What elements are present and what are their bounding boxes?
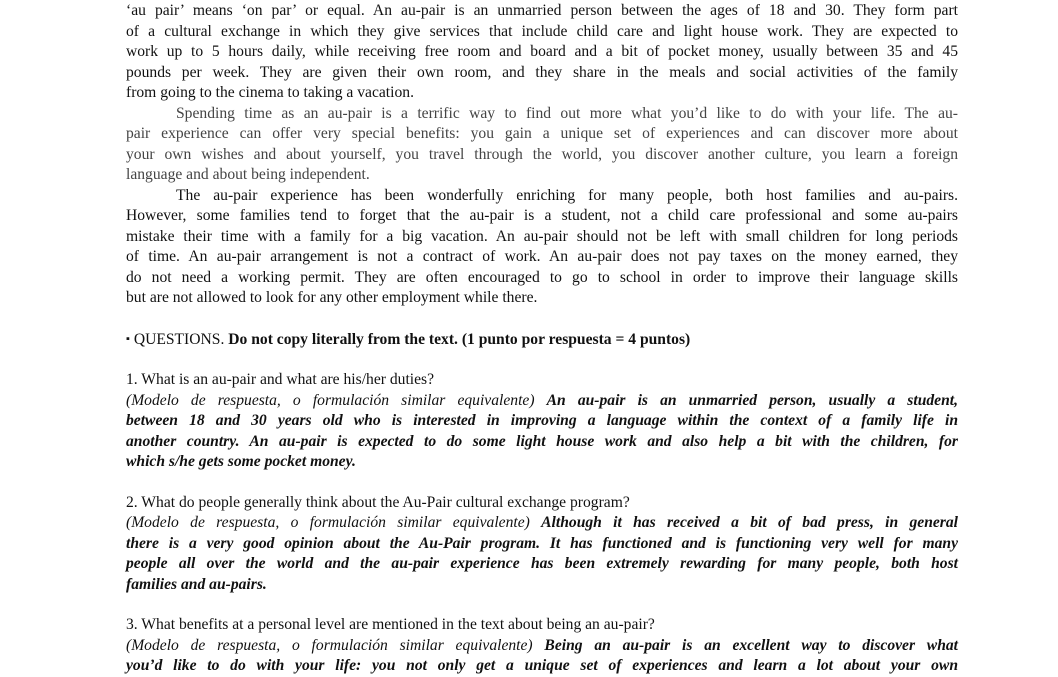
reading-paragraph-3 xyxy=(126,186,958,309)
text-line: However, some families tend to forget that the au-pair is a student, not a child care professional and some au-pairs xyxy=(126,207,958,224)
text-line: of a cultural exchange in which they give services that include child care and light house work. They are expected to xyxy=(126,22,958,40)
model-label: (Modelo de respuesta, o formulación similar equivalente) xyxy=(126,391,535,409)
reading-paragraph-2 xyxy=(126,104,958,186)
text-line: language and about being independent. xyxy=(126,166,370,183)
answer-line: people all over the world and the au-pair experience has been extremely rewarding for many people, both host xyxy=(126,555,958,572)
answer-line: families and au-pairs. xyxy=(126,575,267,593)
answer-text: Although it has received a bit of bad press, in general xyxy=(541,514,958,531)
bullet-icon: ▪ xyxy=(126,332,130,345)
text-line: work up to 5 hours daily, while receiving free room and board and a bit of pocket money, usually between 35 and 45 xyxy=(126,43,958,60)
question-text: 3. What benefits at a personal level are mentioned in the text about being an au-pair? xyxy=(126,616,655,633)
text-line: your own wishes and about yourself, you travel through the world, you discover another culture, you learn a foreign xyxy=(126,145,958,163)
answer-line: you’d like to do with your life: you not only get a unique set of experiences and learn a lot about your own xyxy=(126,657,958,674)
questions-label: QUESTIONS. xyxy=(133,330,225,348)
document-page xyxy=(126,0,958,677)
question-block-3 xyxy=(126,615,958,677)
text-line: pounds per week. They are given their own room, and they share in the meals and social activities of the family xyxy=(126,63,958,81)
questions-header xyxy=(126,329,958,351)
answer-line: between 18 and 30 years old who is interested in improving a language within the context of a family life in xyxy=(126,412,958,429)
text-line: from going to the cinema to taking a vacation. xyxy=(126,84,414,101)
text-line: of time. An au-pair arrangement is not a contract of work. An au-pair does not pay taxes on the money earned, they xyxy=(126,248,958,265)
question-block-2 xyxy=(126,493,958,596)
text-line: pair experience can offer very special benefits: you gain a unique set of experiences and can discover more about xyxy=(126,125,958,142)
answer-line xyxy=(126,391,958,412)
text-line: do not need a working permit. They are often encouraged to go to school in order to improve their language skills xyxy=(126,268,958,286)
text-line: The au-pair experience has been wonderfully enriching for many people, both host families and au-pairs. xyxy=(176,186,958,204)
text-line: but are not allowed to look for any other employment while there. xyxy=(126,289,538,306)
reading-paragraph-1 xyxy=(126,1,958,104)
answer-text: Being an au-pair is an excellent way to discover what xyxy=(544,636,959,654)
answer-line: another country. An au-pair is expected to do some light house work and also help a bit with the children, for xyxy=(126,432,958,450)
answer-line: which s/he gets some pocket money. xyxy=(126,453,356,470)
answer-text: An au-pair is an unmarried person, usually a student, xyxy=(546,391,959,409)
answer-line: there is a very good opinion about the Au-Pair program. It has functioned and is functioning very well for many xyxy=(126,534,958,552)
question-text: 2. What do people generally think about the Au-Pair cultural exchange program? xyxy=(126,493,630,511)
model-label: (Modelo de respuesta, o formulación similar equivalente) xyxy=(126,514,530,531)
questions-instruction: Do not copy literally from the text. (1 punto por respuesta = 4 puntos) xyxy=(228,330,691,348)
answer-line xyxy=(126,513,958,534)
question-text: 1. What is an au-pair and what are his/her duties? xyxy=(126,371,435,388)
text-line: Spending time as an au-pair is a terrific way to find out more what you’d like to do with your life. The au- xyxy=(176,104,958,122)
answer-line xyxy=(126,636,958,657)
model-label: (Modelo de respuesta, o formulación similar equivalente) xyxy=(126,636,533,654)
text-line: ‘au pair’ means ‘on par’ or equal. An au-pair is an unmarried person between the ages of 18 and 30. They form part xyxy=(126,2,958,19)
question-block-1 xyxy=(126,370,958,473)
text-line: mistake their time with a family for a big vacation. An au-pair should not be left with small children for long periods xyxy=(126,227,958,245)
